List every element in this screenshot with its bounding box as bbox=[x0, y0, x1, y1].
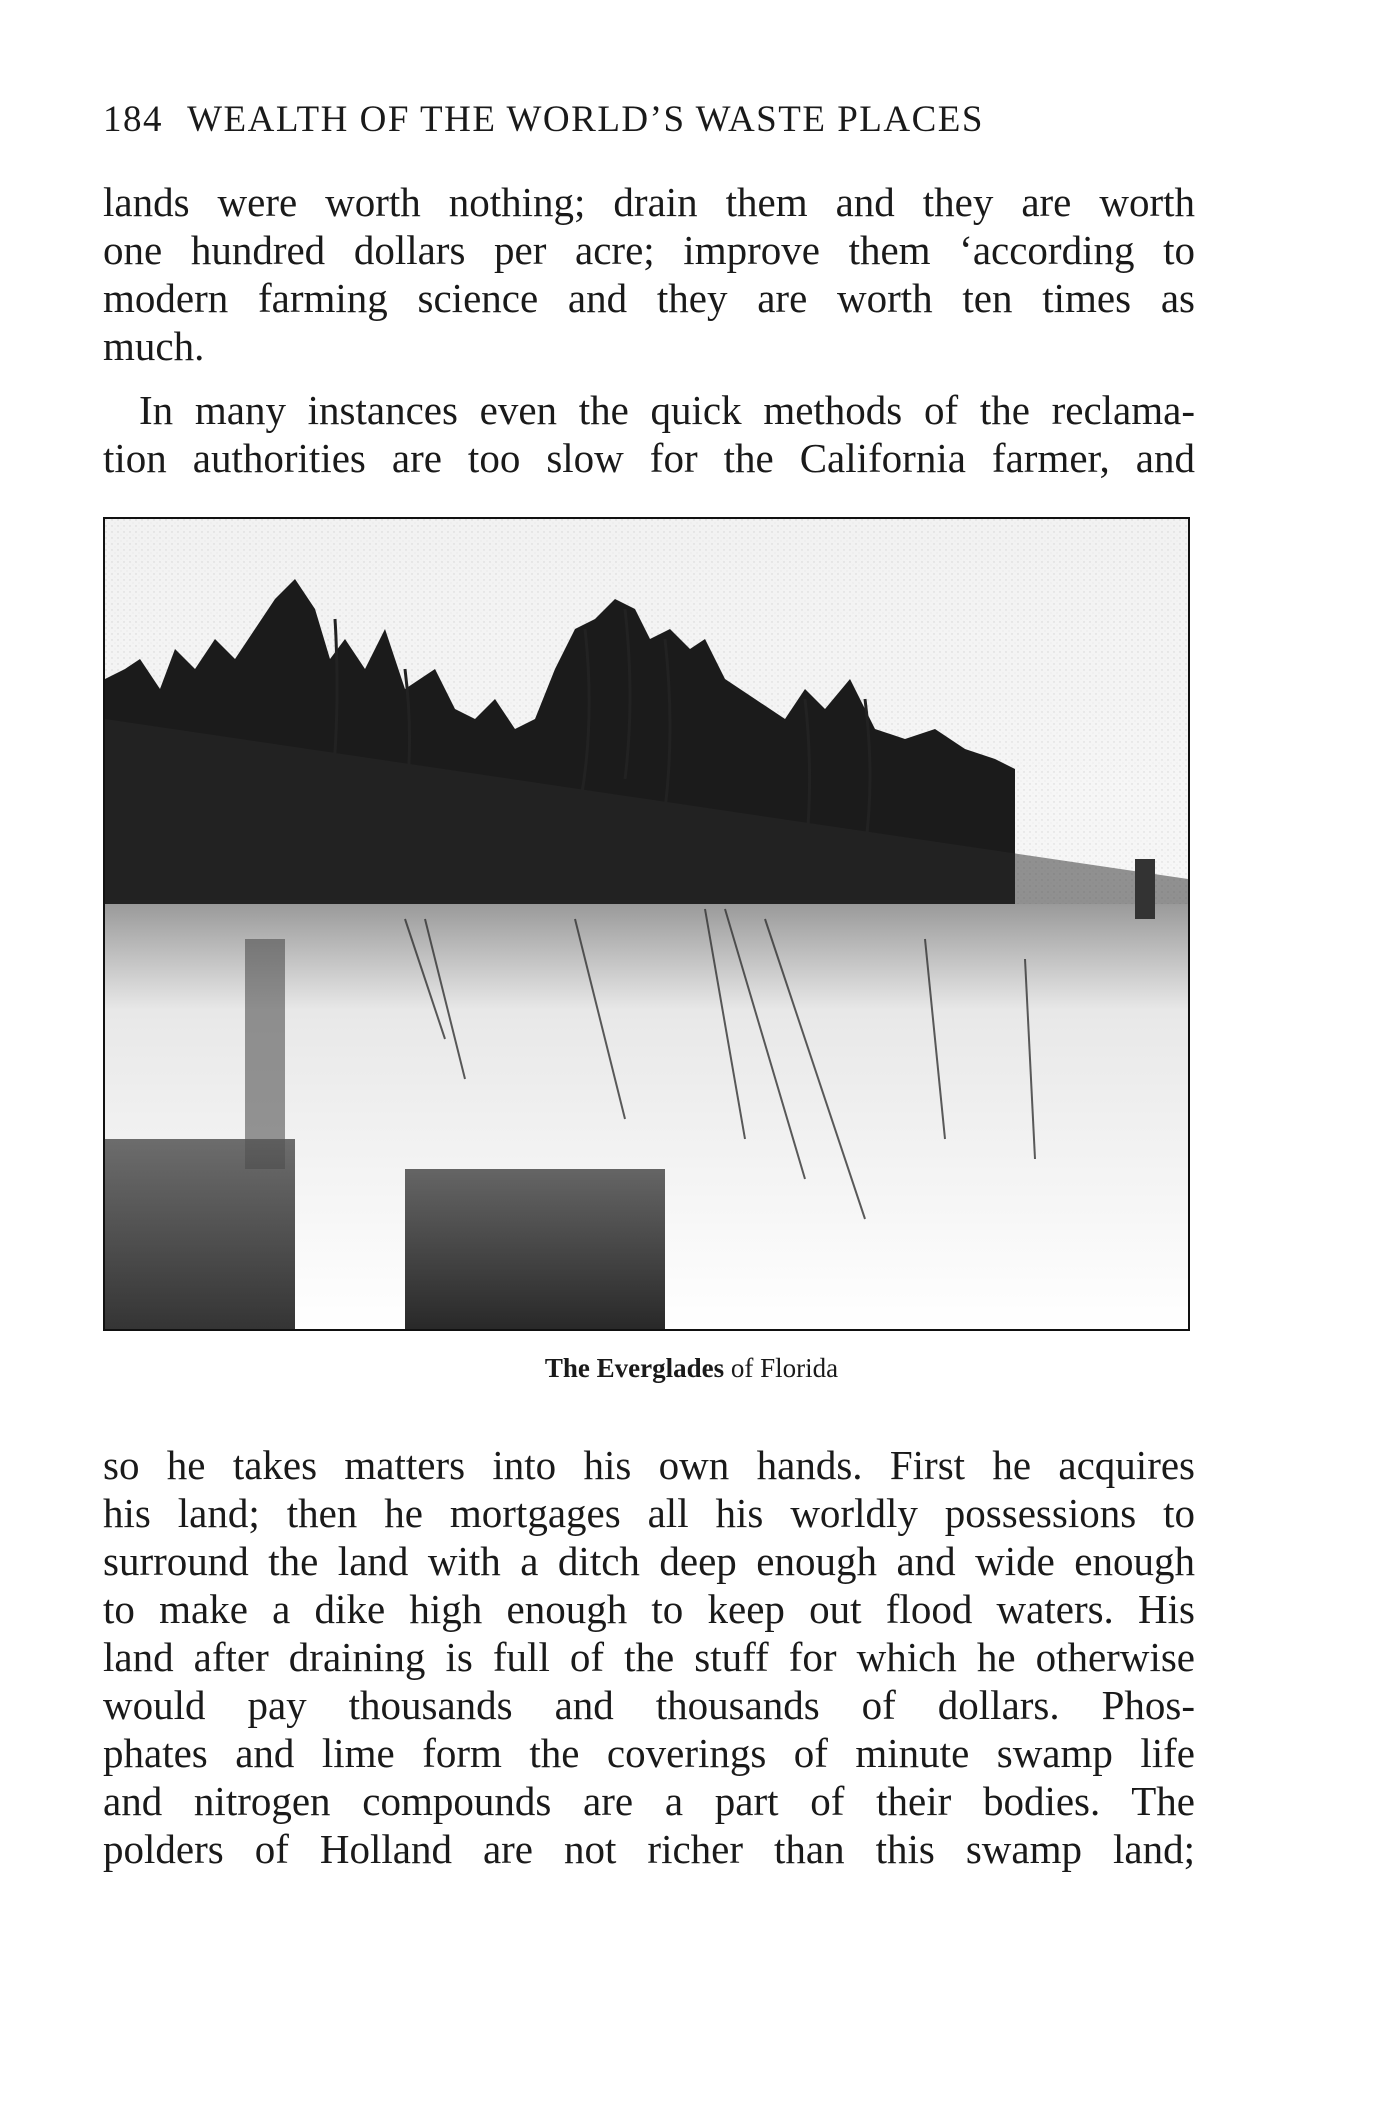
paragraph-1 bbox=[103, 178, 1195, 370]
text-line: and nitrogen compounds are a part of their bodies. The bbox=[103, 1778, 1195, 1824]
paragraph-3 bbox=[103, 1441, 1195, 1873]
text-line: tion authorities are too slow for the California farmer, and bbox=[103, 435, 1195, 481]
text-line: lands were worth nothing; drain them and they are worth bbox=[103, 179, 1195, 225]
text-line: so he takes matters into his own hands. First he acquires bbox=[103, 1442, 1195, 1488]
text-line: his land; then he mortgages all his worldly possessions to bbox=[103, 1490, 1195, 1536]
text-line: much. bbox=[103, 323, 205, 369]
text-line: modern farming science and they are worth ten times as bbox=[103, 275, 1195, 321]
text-line: In many instances even the quick methods of the reclama- bbox=[139, 387, 1195, 433]
page-number: 184 bbox=[103, 99, 163, 140]
everglades-photograph bbox=[103, 517, 1190, 1331]
text-line: would pay thousands and thousands of dollars. Phos- bbox=[103, 1682, 1195, 1728]
caption-bold-text: The Everglades bbox=[544, 1353, 725, 1383]
text-line: to make a dike high enough to keep out flood waters. His bbox=[103, 1586, 1195, 1632]
running-head bbox=[103, 98, 984, 141]
text-line: polders of Holland are not richer than this swamp land; bbox=[103, 1826, 1195, 1872]
text-line: surround the land with a ditch deep enough and wide enough bbox=[103, 1538, 1195, 1584]
text-line: land after draining is full of the stuff for which he otherwise bbox=[103, 1634, 1195, 1680]
caption-text: of Florida bbox=[724, 1353, 839, 1383]
paragraph-2 bbox=[103, 386, 1195, 482]
running-title: WEALTH OF THE WORLD’S WASTE PLACES bbox=[187, 99, 984, 140]
text-line: one hundred dollars per acre; improve them ‘according to bbox=[103, 227, 1195, 273]
text-line: phates and lime form the coverings of minute swamp life bbox=[103, 1730, 1195, 1776]
figure-caption bbox=[0, 1353, 1383, 1384]
